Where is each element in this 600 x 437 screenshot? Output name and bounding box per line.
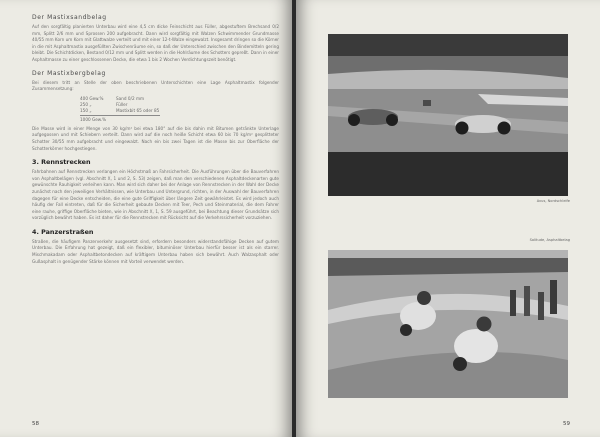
mix-formula [80, 96, 279, 123]
formula-total [80, 117, 279, 123]
formula-amount: 1000 Gew.% [80, 116, 107, 122]
formula-row [80, 108, 279, 114]
section-heading: 3. Rennstrecken [32, 158, 91, 167]
section-panzerstrassen [32, 229, 279, 265]
section-rennstrecken [32, 159, 279, 222]
paragraph: Auf den sorgfältig planierten Unterbau wird eine 4,5 cm dicke Feinschicht aus Füller, abgestuftem Brechsand 0/2 mm, Splitt 2/6 mm und Sprossen 200 aufgebracht. Dann wird sorgfältig mit Walzen Schwimmender Grundmasse 40/55 mm Korn um Korn mit Glattwalze verteilt und mit einer 12-t-Walze eingewalzt. Insgesamt dringen so die Körner in die mit Asphaltmastix ausgefüllten Zwischenräume ein, so daß der Unterschied zwischen den Bindemitteln gering bleibt. Die Schichtdicken, Bestand 0/12 mm und Splitt werden in die Hohlräume des Schotters gepreßt. Dann in einer Asphaltmasse zu einer geschlossenen Decke, die etwa 1 bis 2 Wochen Verdichtungszeit benötigt. [32, 24, 279, 62]
photo-caption: Avus, Nordschleife [536, 199, 570, 203]
formula-amount: 400 Gew.% [80, 95, 104, 101]
page-number: 58 [32, 421, 39, 427]
formula-item: Füller [116, 101, 128, 107]
paragraph: Die Masse wird in einer Menge von 30 kg/m² bei etwa 180° auf die bis dahin mit Bitumen getränkte Unterlage aufgegossen und mit Schiebern verteilt. Dann wird auf die noch heiße Schicht etwa 60 bis 70 kg/m² gesplitteter Schotter 30/55 mm aufgebracht und eingewalzt. Nach ein bis zwei Tagen ist die Masse bis zur Oberfläche der Schotterkörner hochgestiegen. [32, 125, 279, 151]
section-heading: Der Mastixsandbelag [32, 14, 107, 21]
paragraph: Fahrbahnen auf Rennstrecken verlangen ein Höchstmaß an Fahrsicherheit. Die Ausführungen über die Bauverfahren von Asphaltbelägen (vgl. Abschnitt X, 1 und 2, S. 53) zeigen, daß man den verschiedenen Asphaltdeckenarten gute gewünschte Rauhigkeit verleihen kann. Man wird sich daher bei der Anlage von Rennstrecken in der Wahl der Decke zunächst nach den jeweiligen Verhältnissen, wie Unterbau und Untergrund, richten, in der Auswahl der Bauverfahren dagegen für eine Decke entscheiden, die eine gute Griffigkeit über längere Zeit gewährleistet. Es wird jedoch auch häufig der Fall eintreten, daß für die Sicherheit gebaute Decken mit Teer, Pech und Steinmaterial, die dem Fahrer eine rauhe, griffige Oberfläche bieten, wie in Abschnitt X, 1, S. 59 ausgeführt, bei Beachtung dieser Grundsätze sich vorzüglich bewährt haben. Es ist daher für die Rennstrecken mit Rücksicht auf die Verkehrssicherheit vorzuziehen. [32, 169, 279, 221]
motorcycle-race-photo [328, 250, 568, 398]
left-page [0, 0, 292, 437]
motorcycle-race-photo-image [328, 250, 568, 398]
right-page [296, 0, 600, 437]
race-car-photo [328, 34, 568, 196]
paragraph: Straßen, die häufigem Panzerverkehr ausgesetzt sind, erfordern besonders widerstandsfähige Decken auf gutem Unterbau. Die Erfahrung hat gezeigt, daß ein flexibler, bituminöser Unterbau hierfür besser ist als ein starrer. Mischmakadam oder Asphaltbetondecken auf kräftigem Unterbau haben sich bewährt. Auch Walzasphalt oder Gußasphalt in genügender Stärke können mit Vorteil verwendet werden. [32, 238, 279, 264]
formula-sum-line [80, 115, 160, 116]
section-heading: Der Mastixbergbelag [32, 69, 106, 77]
paragraph: Bei diesem tritt an Stelle der oben beschriebenen Unterschichten eine Lage Asphaltmastix folgender Zusammensetzung: [32, 79, 279, 92]
section-mastixsandbelag [32, 14, 279, 64]
formula-amount: 150 „ [80, 107, 92, 113]
section-heading: 4. Panzerstraßen [32, 227, 94, 236]
left-text-column [32, 8, 279, 267]
formula-item: Mastixbit 65 oder 85 [116, 107, 160, 113]
section-mastixbergbelag [32, 70, 279, 153]
page-number: 59 [563, 421, 570, 427]
formula-item: Sand 0/2 mm [116, 95, 145, 101]
race-car-photo-image [328, 34, 568, 196]
photo-caption: Solitude, Asphaltbelag [529, 238, 570, 242]
formula-amount: 250 „ [80, 101, 92, 107]
